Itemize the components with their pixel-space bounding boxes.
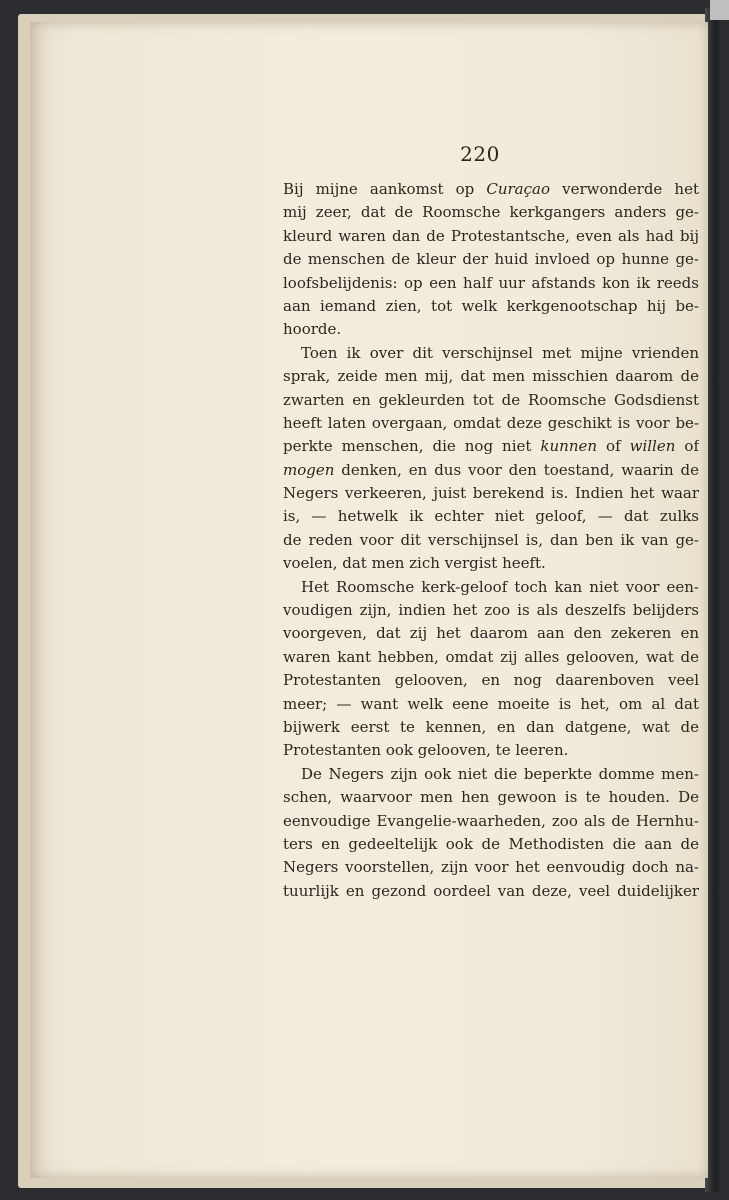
text-segment: Negers voorstellen, zijn voor het eenvoudig doch na- bbox=[283, 858, 699, 877]
text-line bbox=[283, 529, 699, 552]
text-segment: sprak, zeide men mij, dat men misschien daarom de bbox=[283, 367, 699, 386]
text-segment: bijwerk eerst te kennen, en dan datgene, wat de bbox=[283, 717, 699, 736]
text-line bbox=[283, 669, 699, 692]
text-segment: Het Roomsche kerk-geloof toch kan niet voor een- bbox=[301, 577, 699, 596]
text-segment: ters en gedeeltelijk ook de Methodisten die aan de bbox=[283, 834, 699, 853]
text-line bbox=[283, 646, 699, 669]
text-line bbox=[283, 856, 699, 879]
text-line bbox=[283, 763, 699, 786]
text-line bbox=[283, 833, 699, 856]
text-segment: eenvoudige Evangelie-waarheden, zoo als de Hernhu- bbox=[283, 811, 699, 830]
scan-corner-marker bbox=[710, 0, 729, 20]
text-segment: of bbox=[597, 437, 630, 456]
text-line bbox=[283, 318, 699, 341]
text-segment: voelen, dat men zich vergist heeft. bbox=[283, 554, 546, 573]
text-segment: waren kant hebben, omdat zij alles gelooven, wat de bbox=[283, 647, 699, 666]
text-line bbox=[283, 880, 699, 903]
text-line bbox=[283, 412, 699, 435]
italic-term: kunnen bbox=[540, 437, 598, 456]
text-segment: Bij mijne aankomst op bbox=[283, 180, 487, 198]
italic-term: Curaçao bbox=[486, 180, 551, 198]
text-line bbox=[283, 810, 699, 833]
text-line bbox=[283, 389, 699, 412]
text-line bbox=[283, 201, 699, 224]
text-segment: aan iemand zien, tot welk kerkgenootschap hij be- bbox=[283, 296, 699, 315]
text-segment: verwonderde het bbox=[550, 180, 699, 198]
text-segment: Protestanten ook gelooven, te leeren. bbox=[283, 741, 569, 760]
text-segment: loofsbelijdenis: op een half uur afstands kon ik reeds bbox=[283, 273, 699, 292]
text-segment: perkte menschen, die nog niet bbox=[283, 437, 541, 456]
text-line bbox=[283, 342, 699, 365]
text-line bbox=[283, 459, 699, 482]
text-line bbox=[283, 482, 699, 505]
text-line bbox=[283, 716, 699, 739]
text-segment: de reden voor dit verschijnsel is, dan ben ik van ge- bbox=[283, 530, 699, 549]
text-segment: de menschen de kleur der huid invloed op hunne ge- bbox=[283, 250, 699, 269]
text-line bbox=[283, 786, 699, 809]
text-line bbox=[283, 178, 699, 201]
text-line bbox=[283, 435, 699, 458]
text-line bbox=[283, 365, 699, 388]
text-segment: of bbox=[675, 437, 699, 456]
text-line bbox=[283, 576, 699, 599]
text-segment: De Negers zijn ook niet die beperkte domme men- bbox=[301, 764, 699, 783]
text-line bbox=[283, 225, 699, 248]
text-line bbox=[283, 739, 699, 762]
body-text bbox=[283, 178, 699, 903]
text-segment: heeft laten overgaan, omdat deze geschikt is voor be- bbox=[283, 413, 699, 432]
text-segment: voudigen zijn, indien het zoo is als deszelfs belijders bbox=[283, 601, 699, 620]
text-segment: voorgeven, dat zij het daarom aan den zekeren en bbox=[283, 624, 699, 643]
italic-term: willen bbox=[629, 437, 676, 456]
text-line bbox=[283, 272, 699, 295]
text-segment: meer; — want welk eene moeite is het, om al dat bbox=[283, 694, 699, 713]
text-segment: zwarten en gekleurden tot de Roomsche Godsdienst bbox=[283, 390, 699, 409]
text-line bbox=[283, 693, 699, 716]
text-segment: Negers verkeeren, juist berekend is. Indien het waar bbox=[283, 484, 699, 503]
text-line bbox=[283, 622, 699, 645]
text-segment: kleurd waren dan de Protestantsche, even als had bij bbox=[283, 226, 699, 245]
text-segment: schen, waarvoor men hen gewoon is te houden. De bbox=[283, 788, 699, 807]
text-line bbox=[283, 505, 699, 528]
text-segment: denken, en dus voor den toestand, waarin de bbox=[334, 460, 699, 479]
text-segment: Toen ik over dit verschijnsel met mijne vrienden bbox=[301, 343, 699, 362]
text-line bbox=[283, 248, 699, 271]
text-segment: is, — hetwelk ik echter niet geloof, — dat zulks bbox=[283, 507, 699, 526]
text-line bbox=[283, 552, 699, 575]
text-segment: mij zeer, dat de Roomsche kerkgangers anders ge- bbox=[283, 203, 699, 222]
text-segment: tuurlijk en gezond oordeel van deze, veel duidelijker bbox=[283, 881, 699, 900]
text-line bbox=[283, 295, 699, 318]
text-segment: hoorde. bbox=[283, 320, 342, 339]
page-number: 220 bbox=[460, 142, 500, 166]
text-segment: Protestanten gelooven, en nog daarenboven veel bbox=[283, 671, 699, 690]
text-line bbox=[283, 599, 699, 622]
italic-term: mogen bbox=[283, 460, 335, 479]
